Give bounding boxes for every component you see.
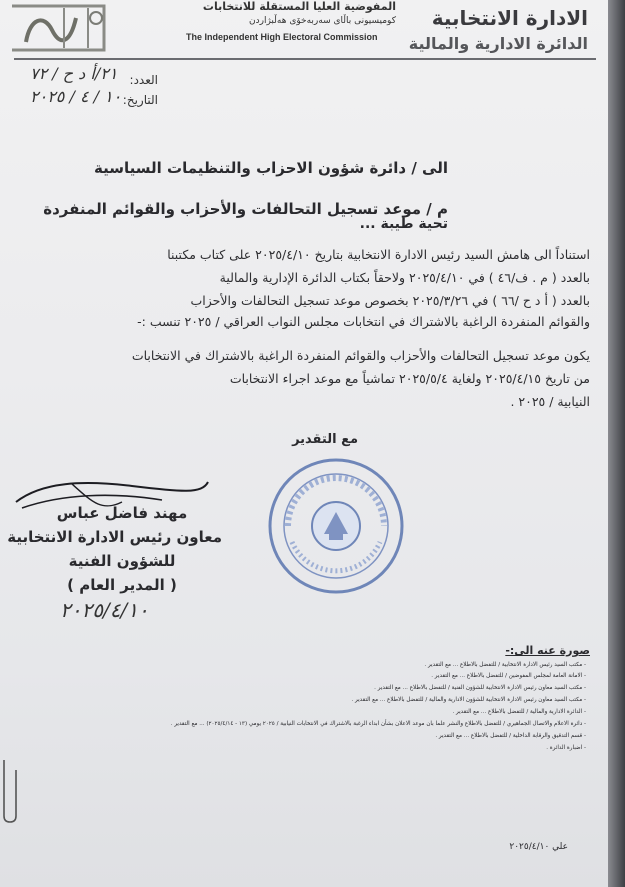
- cc-item: - مكتب السيد معاون رئيس الادارة الانتخابية للشؤون الفنية / للتفضل بالاطلاع ... مع التقدير .: [374, 685, 586, 691]
- department-line-2: الدائرة الادارية والمالية: [408, 34, 588, 53]
- signatory-title-3: ( المدير العام ): [67, 576, 177, 594]
- closing: مع التقدير: [292, 432, 358, 447]
- signatory-block: [7, 504, 222, 594]
- addressee: الى / دائرة شؤون الاحزاب والتنظيمات السياسية: [94, 159, 448, 177]
- number-label: العدد:: [129, 73, 158, 87]
- greeting: تحية طيبة ...: [359, 216, 448, 232]
- number-value: ٢١/أ د ح / ٧٢: [30, 64, 118, 83]
- subject-line: م / موعد تسجيل التحالفات والأحزاب والقوائم المنفردة: [43, 200, 448, 218]
- cc-item: - الدائرة الادارية والمالية / للتفضل بالاطلاع ... مع التقدير .: [452, 709, 586, 715]
- department-line-1: الادارة الانتخابية: [431, 6, 588, 30]
- commission-english: The Independent High Electoral Commission: [186, 32, 378, 42]
- footer-note: علي ٢٠٢٥/٤/١٠: [509, 842, 568, 852]
- cc-item: - دائرة الاعلام والاتصال الجماهيري / للتفضل بالاطلاع والنشر علما بان موعد الاعلان بشأن ابداء الرغبة بالاشتراك في الانتخابات النيابية / ٢٠٢٥ يومي (١٣ - ٢٠٢٥/٤/١٤) ... مع التقدير .: [170, 721, 586, 727]
- commission-header: [186, 0, 396, 42]
- official-stamp-icon: [266, 456, 406, 596]
- cc-item: - اضبارة الدائرة .: [546, 745, 586, 751]
- signatory-title-2: للشؤون الفنية: [68, 552, 176, 570]
- paragraph-2-line-3: النيابية / ٢٠٢٥ .: [510, 394, 590, 409]
- commission-arabic: المفوضية العليا المستقلة للانتخابات: [202, 0, 396, 13]
- paragraph-2-line-2: من تاريخ ٢٠٢٥/٤/١٥ ولغاية ٢٠٢٥/٥/٤ تماشياً مع موعد اجراء الانتخابات: [229, 371, 590, 386]
- paper-clip-icon: [0, 756, 24, 826]
- signatory-date: ٢٠٢٥/٤/١٠: [60, 598, 149, 622]
- paragraph-1-line-3: بالعدد ( أ د ح /٦٦ ) في ٢٠٢٥/٣/٢٦ بخصوص موعد تسجيل التحالفات والأحزاب: [190, 293, 590, 308]
- cc-item: - قسم التدقيق والرقابة الداخلية / للتفضل بالاطلاع ... مع التقدير .: [435, 733, 586, 739]
- scan-edge-shadow: [608, 0, 625, 887]
- header-divider: [14, 58, 596, 60]
- signatory-name: مهند فاضل عباس: [56, 504, 188, 522]
- paragraph-1-line-2: بالعدد ( م . ف/٤٦ ) في ٢٠٢٥/٤/١٠ ولاحقاً بكتاب الدائرة الإدارية والمالية: [219, 270, 590, 285]
- paragraph-2-line-1: يكون موعد تسجيل التحالفات والأحزاب والقوائم المنفردة الراغبة بالاشتراك في الانتخابات: [131, 348, 590, 363]
- cc-item: - مكتب السيد رئيس الادارة الانتخابية / للتفضل بالاطلاع ... مع التقدير .: [424, 662, 586, 668]
- commission-logo-icon: [4, 0, 114, 56]
- department-header: [409, 6, 588, 53]
- cc-item: - الامانة العامة لمجلس المفوضين / للتفضل بالاطلاع ... مع التقدير .: [431, 673, 586, 679]
- date-label: التاريخ:: [122, 93, 158, 107]
- cc-item: - مكتب السيد معاون رئيس الادارة الانتخابية للشؤون الادارية والمالية / للتفضل بالاطلاع ... مع التقدير .: [351, 697, 586, 703]
- cc-heading: صورة عنه الى:-: [505, 644, 590, 657]
- date-value: ١٠ / ٤ / ٢٠٢٥: [30, 87, 122, 106]
- commission-kurdish: کومیسیونی باڵای سەربەخۆی هەڵبژاردن: [249, 16, 396, 26]
- signatory-title-1: معاون رئيس الادارة الانتخابية: [7, 528, 222, 546]
- paragraph-1-line-1: استناداً الى هامش السيد رئيس الادارة الانتخابية بتاريخ ٢٠٢٥/٤/١٠ على كتاب مكتبنا: [167, 247, 590, 262]
- paragraph-1-line-4: والقوائم المنفردة الراغبة بالاشتراك في انتخابات مجلس النواب العراقي / ٢٠٢٥ تنسب :-: [137, 314, 590, 329]
